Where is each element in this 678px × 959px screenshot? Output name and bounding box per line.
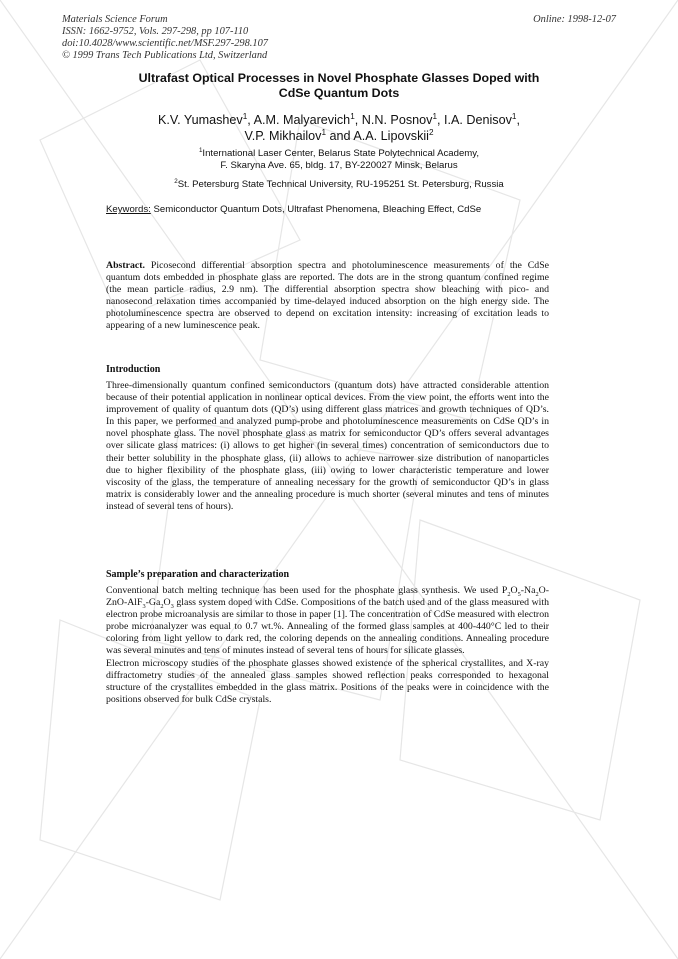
author-list bbox=[100, 112, 578, 144]
author-name: V.P. Mikhailov bbox=[244, 129, 322, 143]
section-heading-introduction: Introduction bbox=[106, 364, 161, 375]
affiliation-marker: 1 bbox=[511, 111, 517, 121]
keywords-line bbox=[106, 204, 481, 215]
affiliation-1-line-1 bbox=[100, 148, 578, 160]
keywords-label: Keywords: bbox=[106, 204, 151, 215]
abstract-label: Abstract. bbox=[106, 260, 145, 271]
affiliation-marker: 2 bbox=[174, 177, 178, 185]
abstract-text: Picosecond differential absorption spectra and photoluminescence measurements of the CdSe quantum dots embedded in phosphate glass are reported. The dots are in the strong quantum confined regime (the mean particle radius, 2.9 nm). The differential absorption spectra show bleaching with pico- and nanosecond relaxation times accompanied by time-delayed induced absorption on the high energy side. The photoluminescence spectra are observed to depend on excitation intensity: increasing of excitation leads to appearing of a new luminescence peak. bbox=[106, 260, 550, 332]
affiliation-marker: 2 bbox=[428, 127, 434, 137]
journal-header bbox=[62, 14, 268, 62]
authors-line-1: K.V. Yumashev$^1$, A.M. Malyarevich$^1$, N.N. Posnov$^1$, I.A. Denisov$^1$, bbox=[158, 111, 520, 127]
affiliation-marker: 1 bbox=[198, 146, 203, 154]
affiliation-text: St. Petersburg State Technical University, RU-195251 St. Petersburg, Russia bbox=[177, 179, 504, 190]
keywords-text: Semiconductor Quantum Dots, Ultrafast Phenomena, Bleaching Effect, CdSe bbox=[153, 204, 482, 215]
copyright-line: © 1999 Trans Tech Publications Ltd, Switzerland bbox=[62, 50, 268, 61]
author-conjunction: and bbox=[329, 129, 351, 143]
affiliation-text: International Laser Center, Belarus State Polytechnical Academy, bbox=[202, 148, 480, 159]
authors-line-2 bbox=[100, 128, 578, 144]
paragraph-text: glass system doped with CdSe. Compositions of the batch used and of the glass measured with electron probe microanalysis are similar to those in paper [1]. The concentration of CdSe measured with electron probe microanalyzer was equal to 0.7 wt.%. Annealing of the formed glass samples at 400-440°C led to their coloring from light yellow to dark red, the coloring depends on the annealing conditions. Annealing procedure was several minutes and tens of minutes instead of several tens of hours for silicate glasses. bbox=[106, 597, 550, 657]
doi-link[interactable]: doi:10.4028/www.scientific.net/MSF.297-298.107 bbox=[62, 38, 268, 49]
issn-line: ISSN: 1662-9752, Vols. 297-298, pp 107-110 bbox=[62, 26, 249, 37]
paper-title bbox=[100, 71, 578, 101]
glass-formula: $P_2O_5-Na_2O-ZnO-AlF_3-Ga_2O_3$ bbox=[106, 585, 549, 611]
abstract bbox=[106, 260, 549, 333]
affiliation-1-line-2: F. Skaryna Ave. 65, bldg. 17, BY-220027 Minsk, Belarus bbox=[220, 160, 458, 171]
affiliation-2 bbox=[100, 179, 578, 191]
author-name: I.A. Denisov bbox=[444, 113, 512, 127]
paragraph-text: Conventional batch melting technique has been used for the phosphate glass synthesis. We used bbox=[106, 585, 499, 596]
sample-paragraph-2: Electron microscopy studies of the phosphate glasses showed existence of the spherical crystallites, and X-ray diffractometry studies of the annealed glass samples showed reflection peaks corresponded to hexagonal structure of the crystallites embedded in the glass matrix. Positions of the peaks were in coincidence with the positions observed for bulk CdSe crystals. bbox=[106, 657, 549, 705]
author-name: N.N. Posnov bbox=[361, 113, 433, 127]
affiliation-marker: 1 bbox=[432, 111, 438, 121]
affiliation-marker: 1 bbox=[321, 127, 327, 137]
journal-name: Materials Science Forum bbox=[62, 14, 168, 25]
affiliation-1 bbox=[100, 148, 578, 172]
author-name: A.A. Lipovskii bbox=[353, 129, 429, 143]
introduction-paragraph: Three-dimensionally quantum confined semiconductors (quantum dots) have attracted considerable attention because of their potential application in nonlinear optical devices. From the view point, the efforts went into the improvement of quality of quantum dots (QD’s) using different glass matrices and growth techniques of QD’s. In this paper, we performed and analyzed pump-probe and photoluminescence measurements on CdSe QD’s in novel phosphate glass. The novel phosphate glass as matrix for semiconductor QD’s offers several advantages over silicate glass matrices: (i) allows to get higher (in several times) concentration of semiconductors due to their better solubility in the phosphate glass, (ii) allows to achieve narrower size distribution of nanoparticles due to higher flexibility of the phosphate glass, (iii) owing to lower characteristic temperature and lower viscosity of the glass, the temperature of annealing necessary for the growth of semiconductor QD’s in glass matrix is considerably lower and the annealing procedure is much shorter (several minutes and tens of minutes instead of several tens of hours). bbox=[106, 380, 549, 512]
sample-paragraph-1 bbox=[106, 585, 549, 658]
title-line-2: CdSe Quantum Dots bbox=[278, 86, 400, 100]
section-heading-sample-preparation: Sample’s preparation and characterization bbox=[106, 569, 290, 580]
affiliation-marker: 1 bbox=[242, 111, 248, 121]
affiliation-marker: 1 bbox=[350, 111, 355, 121]
sample-section bbox=[106, 585, 549, 706]
online-date: Online: 1998-12-07 bbox=[533, 14, 616, 25]
author-name: K.V. Yumashev bbox=[158, 113, 243, 127]
author-name: A.M. Malyarevich bbox=[253, 113, 351, 127]
title-line-1: Ultrafast Optical Processes in Novel Phosphate Glasses Doped with bbox=[138, 71, 540, 85]
